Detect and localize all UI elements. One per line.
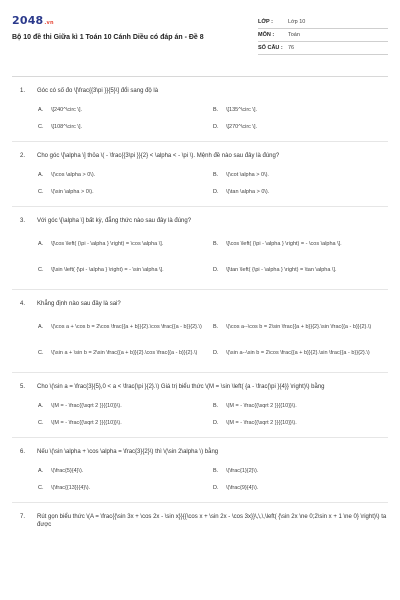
question-stem xyxy=(12,152,388,160)
answer-option-a[interactable] xyxy=(38,166,213,183)
option-text: \[108^\circ \]. xyxy=(51,123,83,130)
meta-label: LỚP : xyxy=(258,19,273,25)
question-number: 5. xyxy=(20,384,26,390)
option-text: \(\sin a + \sin b = 2\sin \frac{{a + b}}{2}.\cos \frac{{a - b}}{2}.\) xyxy=(51,350,198,356)
site-logo[interactable] xyxy=(12,14,252,27)
question-divider xyxy=(12,206,388,207)
meta-row-class xyxy=(258,16,388,29)
option-letter: B. xyxy=(213,467,219,474)
question-number: 3. xyxy=(20,218,26,224)
answer-option-c[interactable] xyxy=(38,257,213,283)
question-stem xyxy=(12,300,388,308)
answer-option-b[interactable] xyxy=(213,314,388,340)
option-text: \(\frac{{13}}{4}\). xyxy=(51,484,91,491)
option-text: \(\cos a + \cos b = 2\cos \frac{{a + b}}{2}.\cos \frac{{a - b}}{2}.\) xyxy=(51,324,202,330)
answer-option-a[interactable] xyxy=(38,397,213,414)
meta-info xyxy=(258,16,388,55)
option-letter: B. xyxy=(213,402,219,409)
answer-option-c[interactable] xyxy=(38,183,213,200)
question-4 xyxy=(12,300,388,366)
question-2 xyxy=(12,152,388,200)
question-divider xyxy=(12,437,388,438)
answer-options xyxy=(38,314,388,366)
answer-option-a[interactable] xyxy=(38,231,213,257)
answer-option-c[interactable] xyxy=(38,340,213,366)
option-letter: A. xyxy=(38,106,44,113)
logo-suffix: .vn xyxy=(44,20,54,26)
option-text: \(\frac{5}{4}\). xyxy=(51,467,84,474)
question-text: Khẳng định nào sau đây là sai? xyxy=(37,301,121,307)
question-text: Rút gọn biểu thức \(A = \frac{{\sin 3x + \cos 2x - \sin x}}{{\cos x + \sin 2x - \cos 3x}}\,\,\,\left( {\sin 2x \ne 0;2\sin x + 1 \ne 0} \right)\) ta được xyxy=(37,514,387,528)
option-letter: D. xyxy=(213,350,219,356)
option-text: \[135^\circ \]. xyxy=(226,106,258,113)
answer-option-b[interactable] xyxy=(213,397,388,414)
option-letter: A. xyxy=(38,241,44,247)
option-letter: A. xyxy=(38,324,44,330)
question-7 xyxy=(12,513,388,529)
option-text: \[270^\circ \]. xyxy=(226,123,258,130)
meta-value: Lớp 10 xyxy=(288,19,306,25)
option-letter: A. xyxy=(38,171,44,178)
answer-option-a[interactable] xyxy=(38,314,213,340)
question-text: Nếu \(\sin \alpha + \cos \alpha = \frac{3}{2}\) thì \(\sin 2\alpha \) bằng xyxy=(37,449,219,455)
question-number: 1. xyxy=(20,88,26,94)
header xyxy=(12,8,388,70)
option-text: \(\frac{1}{2}\). xyxy=(226,467,259,474)
question-stem xyxy=(12,513,388,529)
option-letter: C. xyxy=(38,350,44,356)
question-divider xyxy=(12,289,388,290)
question-stem xyxy=(12,448,388,456)
answer-options xyxy=(38,166,388,200)
header-divider xyxy=(12,76,388,77)
option-text: \(\sin a--\sin b = 2\cos \frac{{a + b}}{2}.\sin \frac{{a - b}}{2}.\) xyxy=(226,350,370,356)
answer-option-a[interactable] xyxy=(38,101,213,118)
answer-option-c[interactable] xyxy=(38,414,213,431)
question-5 xyxy=(12,383,388,431)
question-1 xyxy=(12,87,388,135)
answer-option-a[interactable] xyxy=(38,462,213,479)
answer-option-d[interactable] xyxy=(213,340,388,366)
question-text: Cho góc \[\alpha \] thỏa \( - \frac{{3\pi }}{2} < \alpha < - \pi \). Mệnh đề nào sau đây là đúng? xyxy=(37,153,280,159)
question-stem xyxy=(12,87,388,95)
option-text: \[\cos \left( {\pi - \alpha } \right) = - \cos \alpha \]. xyxy=(226,241,342,247)
option-letter: C. xyxy=(38,188,44,195)
option-text: \(M = - \frac{{\sqrt 2 }}{{10}}\). xyxy=(226,402,297,409)
header-left xyxy=(12,8,252,41)
option-letter: A. xyxy=(38,402,44,409)
answer-option-d[interactable] xyxy=(213,257,388,283)
answer-option-b[interactable] xyxy=(213,231,388,257)
question-text: Góc có số đo \[\frac{{3\pi }}{5}\] đổi sang độ là xyxy=(37,88,159,94)
option-letter: C. xyxy=(38,484,44,491)
answer-options xyxy=(38,231,388,283)
question-3 xyxy=(12,217,388,283)
option-text: \(\cos a--\cos b = 2\sin \frac{{a + b}}{2}.\sin \frac{{a - b}}{2}.\) xyxy=(226,324,372,330)
answer-option-b[interactable] xyxy=(213,462,388,479)
option-letter: D. xyxy=(213,267,219,273)
meta-row-count xyxy=(258,42,388,55)
meta-row-subject xyxy=(258,29,388,42)
option-text: \(M = - \frac{{\sqrt 2 }}{{10}}\). xyxy=(51,419,122,426)
answer-options xyxy=(38,101,388,135)
option-letter: B. xyxy=(213,106,219,113)
option-text: \(\cot \alpha > 0\). xyxy=(226,171,269,178)
answer-options xyxy=(38,462,388,496)
option-text: \(M = - \frac{{\sqrt 2 }}{{10}}\). xyxy=(226,419,297,426)
question-stem xyxy=(12,383,388,391)
option-text: \[\sin \left( {\pi - \alpha } \right) = - \sin \alpha \]. xyxy=(51,267,164,273)
option-text: \(\tan \alpha > 0\). xyxy=(226,188,270,195)
option-letter: D. xyxy=(213,484,219,491)
meta-value: Toán xyxy=(288,32,300,38)
option-letter: B. xyxy=(213,241,219,247)
question-6 xyxy=(12,448,388,496)
question-divider xyxy=(12,502,388,503)
answer-option-d[interactable] xyxy=(213,414,388,431)
option-text: \(\sin \alpha > 0\). xyxy=(51,188,94,195)
option-text: \(M = - \frac{{\sqrt 2 }}{{10}}\). xyxy=(51,402,122,409)
meta-label: MÔN : xyxy=(258,32,275,38)
option-letter: D. xyxy=(213,419,219,426)
answer-option-c[interactable] xyxy=(38,479,213,496)
option-letter: C. xyxy=(38,123,44,130)
logo-text: 2048 xyxy=(12,14,44,27)
question-text: Với góc \[\alpha \] bất kỳ, đẳng thức nào sau đây là đúng? xyxy=(37,218,192,224)
option-letter: D. xyxy=(213,188,219,195)
document-title: Bộ 10 đề thi Giữa kì 1 Toán 10 Cánh Diều có đáp án - Đề 8 xyxy=(12,34,204,41)
option-text: \[\tan \left( {\pi - \alpha } \right) = \tan \alpha \]. xyxy=(226,267,337,273)
question-number: 4. xyxy=(20,301,26,307)
question-number: 7. xyxy=(20,514,26,520)
option-text: \[\cos \left( {\pi - \alpha } \right) = \cos \alpha \]. xyxy=(51,241,164,247)
question-number: 2. xyxy=(20,153,26,159)
option-text: \[240^\circ \]. xyxy=(51,106,83,113)
option-text: \(\cos \alpha > 0\). xyxy=(51,171,96,178)
answer-option-d[interactable] xyxy=(213,183,388,200)
question-divider xyxy=(12,372,388,373)
question-stem xyxy=(12,217,388,225)
option-letter: A. xyxy=(38,467,44,474)
answer-option-b[interactable] xyxy=(213,101,388,118)
option-letter: C. xyxy=(38,267,44,273)
option-text: \(\frac{9}{4}\). xyxy=(226,484,259,491)
question-list xyxy=(12,87,388,529)
answer-option-c[interactable] xyxy=(38,118,213,135)
answer-options xyxy=(38,397,388,431)
question-divider xyxy=(12,141,388,142)
meta-label: SỐ CÂU : xyxy=(258,45,283,51)
answer-option-d[interactable] xyxy=(213,479,388,496)
question-number: 6. xyxy=(20,449,26,455)
answer-option-b[interactable] xyxy=(213,166,388,183)
option-letter: B. xyxy=(213,324,219,330)
meta-value: 76 xyxy=(288,45,295,51)
option-letter: D. xyxy=(213,123,219,130)
question-text: Cho \(\sin a = \frac{3}{5},0 < a < \frac{\pi }{2}.\) Giá trị biểu thức \(M = \sin \left( {a - \frac{\pi }{4}} \right)\) bằng xyxy=(37,384,325,390)
answer-option-d[interactable] xyxy=(213,118,388,135)
option-letter: B. xyxy=(213,171,219,178)
option-letter: C. xyxy=(38,419,44,426)
